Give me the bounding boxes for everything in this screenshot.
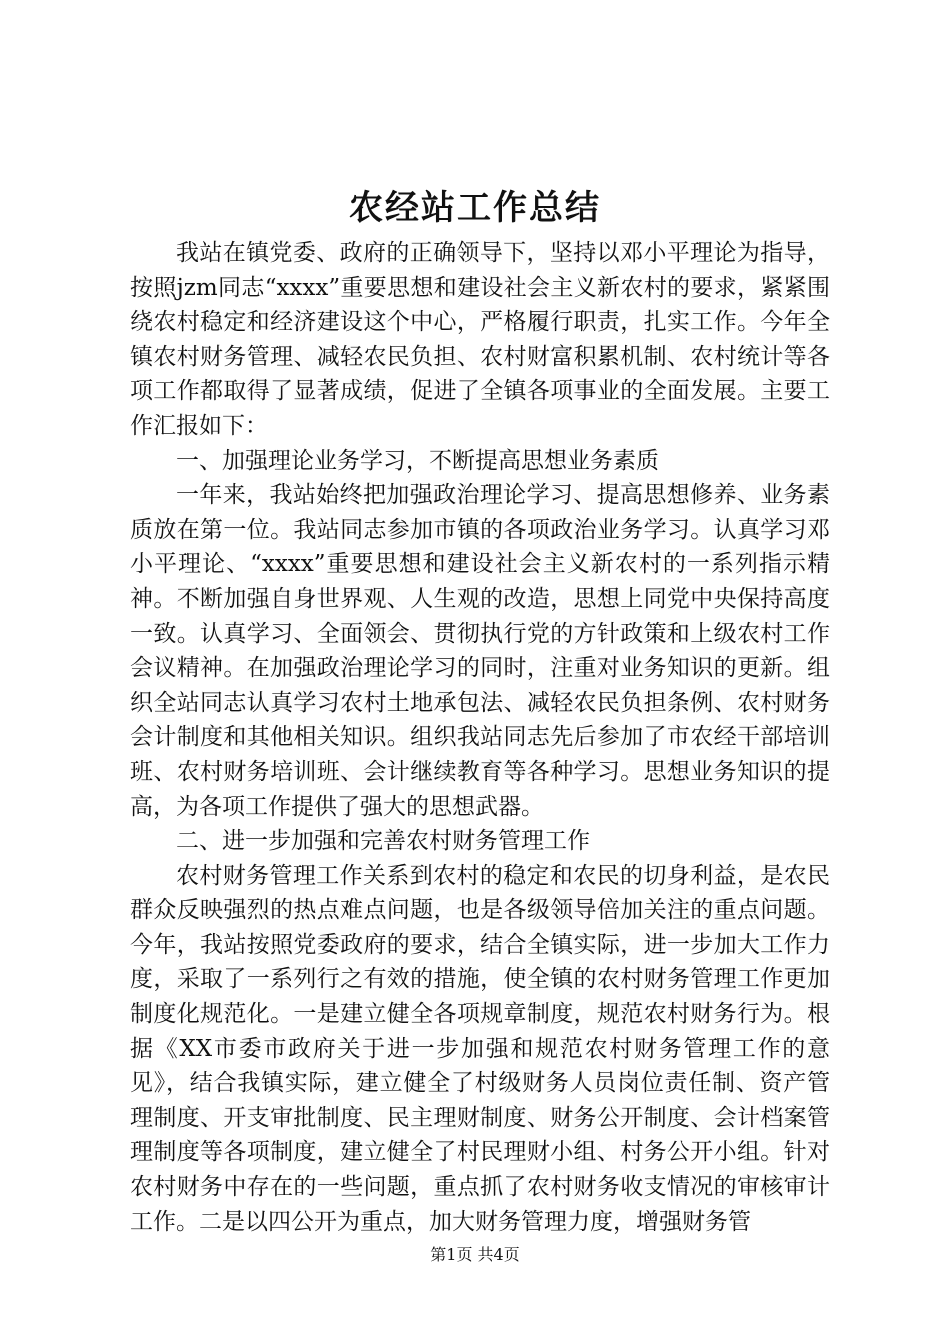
paragraph-intro: 我站在镇党委、政府的正确领导下，坚持以邓小平理论为指导，按照jzm同志“xxxx”重要思想和建设社会主义新农村的要求，紧紧围绕农村稳定和经济建设这个中心，严格履行职责，扎实工作。今年全镇农村财务管理、减轻农民负担、农村财富积累机制、农村统计等各项工作都取得了显著成绩，促进了全镇各项事业的全面发展。主要工作汇报如下： [130, 240, 830, 439]
paragraph-section-2: 农村财务管理工作关系到农村的稳定和农民的切身利益，是农民群众反映强烈的热点难点问题，也是各级领导倍加关注的重点问题。今年，我站按照党委政府的要求，结合全镇实际，进一步加大工作力度，采取了一系列行之有效的措施，使全镇的农村财务管理工作更加制度化规范化。一是建立健全各项规章制度，规范农村财务行为。根据《XX市委市政府关于进一步加强和规范农村财务管理工作的意见》，结合我镇实际，建立健全了村级财务人员岗位责任制、资产管理制度、开支审批制度、民主理财制度、财务公开制度、会计档案管理制度等各项制度，建立健全了村民理财小组、村务公开小组。针对农村财务中存在的一些问题，重点抓了农村财务收支情况的审核审计工作。二是以四公开为重点，加大财务管理力度，增强财务管 [130, 862, 830, 1235]
paragraph-section-1: 一年来，我站始终把加强政治理论学习、提高思想修养、业务素质放在第一位。我站同志参加市镇的各项政治业务学习。认真学习邓小平理论、“xxxx”重要思想和建设社会主义新农村的一系列指示精神。不断加强自身世界观、人生观的改造，思想上同党中央保持高度一致。认真学习、全面领会、贯彻执行党的方针政策和上级农村工作会议精神。在加强政治理论学习的同时，注重对业务知识的更新。组织全站同志认真学习农村土地承包法、减轻农民负担条例、农村财务会计制度和其他相关知识。组织我站同志先后参加了市农经干部培训班、农村财务培训班、会计继续教育等各种学习。思想业务知识的提高，为各项工作提供了强大的思想武器。 [130, 482, 830, 820]
page-footer: 第1页 共4页 [430, 1245, 520, 1264]
document-body [130, 236, 830, 1239]
section-heading-1: 一、加强理论业务学习，不断提高思想业务素质 [176, 447, 659, 474]
document-title: 农经站工作总结 [349, 188, 601, 228]
section-heading-2: 二、进一步加强和完善农村财务管理工作 [176, 828, 590, 855]
